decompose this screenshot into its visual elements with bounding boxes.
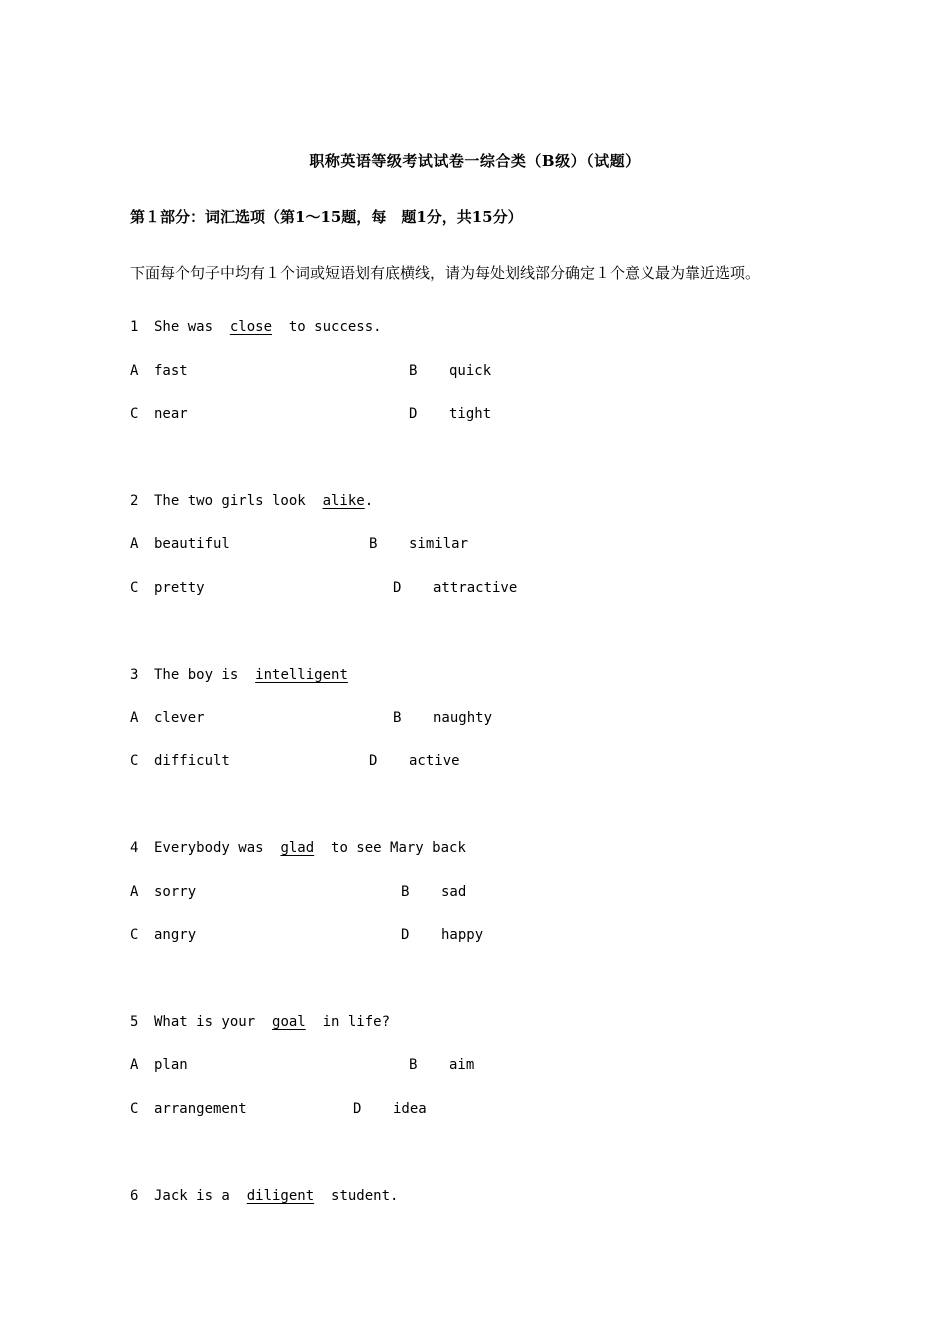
option-d: tight	[449, 406, 492, 422]
question-3-stem	[130, 666, 348, 684]
option-d-letter: D	[369, 753, 378, 769]
question-4-options-ab	[130, 883, 467, 901]
question-number: 5	[130, 1014, 139, 1030]
option-a: sorry	[154, 884, 197, 900]
option-b: quick	[449, 363, 492, 379]
question-6-stem	[130, 1187, 398, 1205]
question-number: 2	[130, 493, 139, 509]
question-2-options-ab	[130, 535, 469, 553]
stem-after: to see Mary back	[314, 840, 466, 856]
option-a-letter: A	[130, 710, 139, 726]
option-d: attractive	[433, 580, 518, 596]
option-c: pretty	[154, 580, 205, 596]
option-b-letter: B	[369, 536, 378, 552]
question-4-stem	[130, 839, 466, 857]
option-b: naughty	[433, 710, 493, 726]
question-number: 6	[130, 1188, 139, 1204]
option-a: beautiful	[154, 536, 230, 552]
question-1-options-cd	[130, 405, 492, 423]
question-5-options-ab	[130, 1056, 475, 1074]
question-3-options-cd	[130, 752, 460, 770]
underlined-word: alike	[322, 493, 365, 509]
stem-before: She was	[154, 319, 230, 335]
document-title: 职称英语等级考试试卷一综合类（B级）（试题）	[309, 152, 641, 170]
option-b-letter: B	[401, 884, 410, 900]
option-c-letter: C	[130, 927, 139, 943]
option-b: sad	[441, 884, 467, 900]
question-4-options-cd	[130, 926, 484, 944]
option-c-letter: C	[130, 1101, 139, 1117]
option-a-letter: A	[130, 1057, 139, 1073]
question-number: 1	[130, 319, 139, 335]
instructions: 下面每个句子中均有１个词或短语划有底横线，请为每处划线部分确定１个意义最为靠近选项。	[130, 264, 761, 282]
stem-before: The two girls look	[154, 493, 323, 509]
stem-after: to success.	[272, 319, 382, 335]
section-heading: 第１部分：词汇选项（第1～15题，每 题1分，共15分）	[130, 208, 523, 226]
question-number: 3	[130, 667, 139, 683]
stem-before: Everybody was	[154, 840, 281, 856]
option-a: clever	[154, 710, 205, 726]
option-c-letter: C	[130, 580, 139, 596]
option-c-letter: C	[130, 753, 139, 769]
stem-before: What is your	[154, 1014, 273, 1030]
question-2-stem	[130, 492, 373, 510]
question-2-options-cd	[130, 579, 518, 597]
underlined-word: close	[229, 319, 273, 335]
option-b-letter: B	[409, 1057, 418, 1073]
option-d: idea	[393, 1101, 427, 1117]
option-a-letter: A	[130, 363, 139, 379]
option-c: near	[154, 406, 188, 422]
stem-before: Jack is a	[154, 1188, 247, 1204]
question-1-stem	[130, 318, 382, 336]
option-b-letter: B	[409, 363, 418, 379]
option-c: angry	[154, 927, 197, 943]
stem-after: .	[364, 493, 374, 509]
option-a-letter: A	[130, 884, 139, 900]
stem-before: The boy is	[154, 667, 256, 683]
option-d-letter: D	[393, 580, 402, 596]
option-c-letter: C	[130, 406, 139, 422]
option-a: fast	[154, 363, 188, 379]
option-a: plan	[154, 1057, 188, 1073]
option-d-letter: D	[401, 927, 410, 943]
underlined-word: diligent	[246, 1188, 315, 1204]
question-number: 4	[130, 840, 139, 856]
option-b: similar	[409, 536, 469, 552]
underlined-word: intelligent	[255, 667, 348, 683]
option-d-letter: D	[409, 406, 418, 422]
stem-after: student.	[314, 1188, 399, 1204]
option-d: happy	[441, 927, 484, 943]
option-c: arrangement	[154, 1101, 247, 1117]
question-5-options-cd	[130, 1100, 427, 1118]
option-d-letter: D	[353, 1101, 362, 1117]
option-d: active	[409, 753, 460, 769]
underlined-word: glad	[280, 840, 315, 856]
question-5-stem	[130, 1013, 390, 1031]
question-3-options-ab	[130, 709, 493, 727]
option-b: aim	[449, 1057, 475, 1073]
option-a-letter: A	[130, 536, 139, 552]
question-1-options-ab	[130, 362, 492, 380]
stem-after: in life?	[305, 1014, 391, 1030]
option-b-letter: B	[393, 710, 402, 726]
option-c: difficult	[154, 753, 230, 769]
underlined-word: goal	[272, 1014, 306, 1030]
